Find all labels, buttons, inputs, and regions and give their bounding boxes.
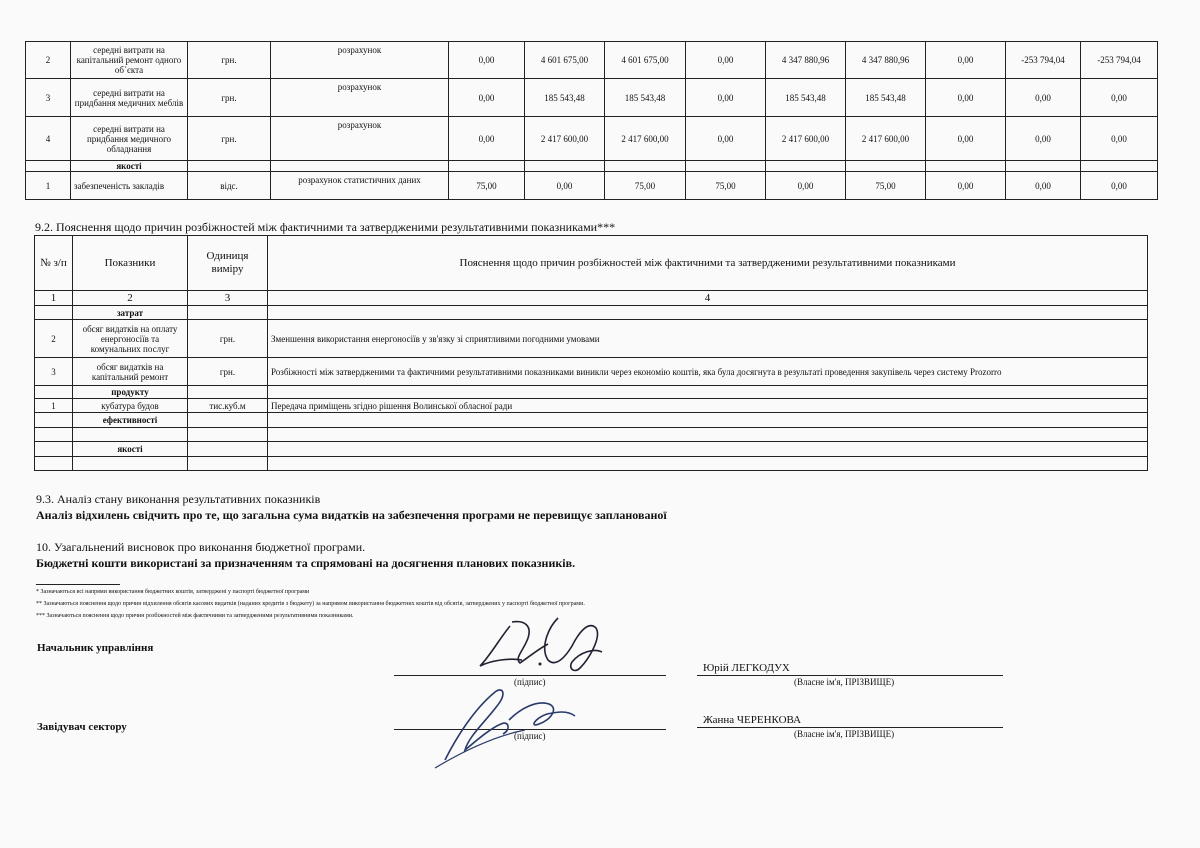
discrepancy-table bbox=[34, 235, 1148, 471]
signature-image bbox=[470, 608, 610, 683]
name-caption: (Власне ім'я, ПРІЗВИЩЕ) bbox=[794, 677, 895, 687]
role-head-of-department: Начальник управління bbox=[37, 642, 154, 654]
section-row-product: продукту bbox=[35, 386, 1148, 399]
footnote-3: *** Зазначаються пояснення щодо причин розбіжностей між фактичними та затвердженими результативними показниками. bbox=[36, 613, 354, 619]
empty-row bbox=[35, 457, 1148, 471]
signer-name: Жанна ЧЕРЕНКОВА bbox=[703, 714, 802, 726]
empty-row bbox=[35, 428, 1148, 442]
column-numbers-row: 1 2 3 4 bbox=[35, 291, 1148, 306]
footnote-2: ** Зазначаються пояснення щодо причин відхилення обсягів касових видатків (наданих кредитів з бюджету) за напрямом використання бюджетних коштів від обсягів, затверджених у паспорті бюджетної програми. bbox=[36, 601, 585, 607]
table-row: 1 забезпеченість закладів відс. розрахунок статистичних даних 75,00 0,00 75,00 75,00 0,00 75,00 0,00 0,00 0,00 bbox=[26, 172, 1158, 200]
name-line bbox=[697, 675, 1003, 676]
table-row: 2 середні витрати на капітальний ремонт одного об`єкта грн. розрахунок 0,00 4 601 675,00 4 601 675,00 0,00 4 347 880,96 4 347 880,96 0,00 -253 794,04 -253 794,04 bbox=[26, 42, 1158, 79]
name-caption: (Власне ім'я, ПРІЗВИЩЕ) bbox=[794, 729, 895, 739]
footnote-separator bbox=[36, 584, 120, 585]
section-row-quality: якості bbox=[26, 161, 1158, 172]
name-line bbox=[697, 727, 1003, 728]
signature-caption: (підпис) bbox=[514, 731, 546, 741]
table-row: 1 кубатура будов тис.куб.м Передача приміщень згідно рішення Волинської обласної ради bbox=[35, 399, 1148, 413]
section-9-2-title: 9.2. Пояснення щодо причин розбіжностей між фактичними та затвердженими результативними показниками*** bbox=[35, 220, 616, 234]
table-header: № з/п Показники Одиниця виміру Пояснення щодо причин розбіжностей між фактичними та затвердженими результативними показниками bbox=[35, 236, 1148, 291]
table-row: 3 обсяг видатків на капітальний ремонт грн. Розбіжності між затвердженими та фактичними результативними показниками виникли через економію коштів, яка була досягнута в результаті проведення закупівель через систему Prozorro bbox=[35, 358, 1148, 386]
table-row: 4 середні витрати на придбання медичного обладнання грн. розрахунок 0,00 2 417 600,00 2 417 600,00 0,00 2 417 600,00 2 417 600,00 0,00 0,00 0,00 bbox=[26, 117, 1158, 161]
signature-caption: (підпис) bbox=[514, 677, 546, 687]
footnote-1: * Зазначаються всі напрями використання бюджетних коштів, затверджені у паспорті бюджетної програми bbox=[36, 589, 310, 595]
section-row-costs: затрат bbox=[35, 306, 1148, 320]
section-9-3-text: Аналіз відхилень свідчить про те, що загальна сума видатків на забезпечення програми не перевищує запланованої bbox=[36, 508, 667, 522]
section-10-text: Бюджетні кошти використані за призначенням та спрямовані на досягнення планових показників. bbox=[36, 556, 576, 570]
section-10-title: 10. Узагальнений висновок про виконання бюджетної програми. bbox=[36, 540, 366, 554]
signer-name: Юрій ЛЕГКОДУХ bbox=[703, 662, 790, 674]
role-head-of-sector: Завідувач сектору bbox=[37, 721, 127, 733]
section-row-quality: якості bbox=[35, 442, 1148, 457]
section-row-efficiency: ефективності bbox=[35, 413, 1148, 428]
table-row: 2 обсяг видатків на оплату енергоносіїв та комунальних послуг грн. Зменшення використання енергоносіїв у зв'язку зі сприятливими погодними умовами bbox=[35, 320, 1148, 358]
section-9-3-title: 9.3. Аналіз стану виконання результативних показників bbox=[36, 492, 321, 506]
signature-image bbox=[425, 680, 585, 770]
table-row: 3 середні витрати на придбання медичних меблів грн. розрахунок 0,00 185 543,48 185 543,48 0,00 185 543,48 185 543,48 0,00 0,00 0,00 bbox=[26, 79, 1158, 117]
indicators-table bbox=[25, 41, 1158, 200]
